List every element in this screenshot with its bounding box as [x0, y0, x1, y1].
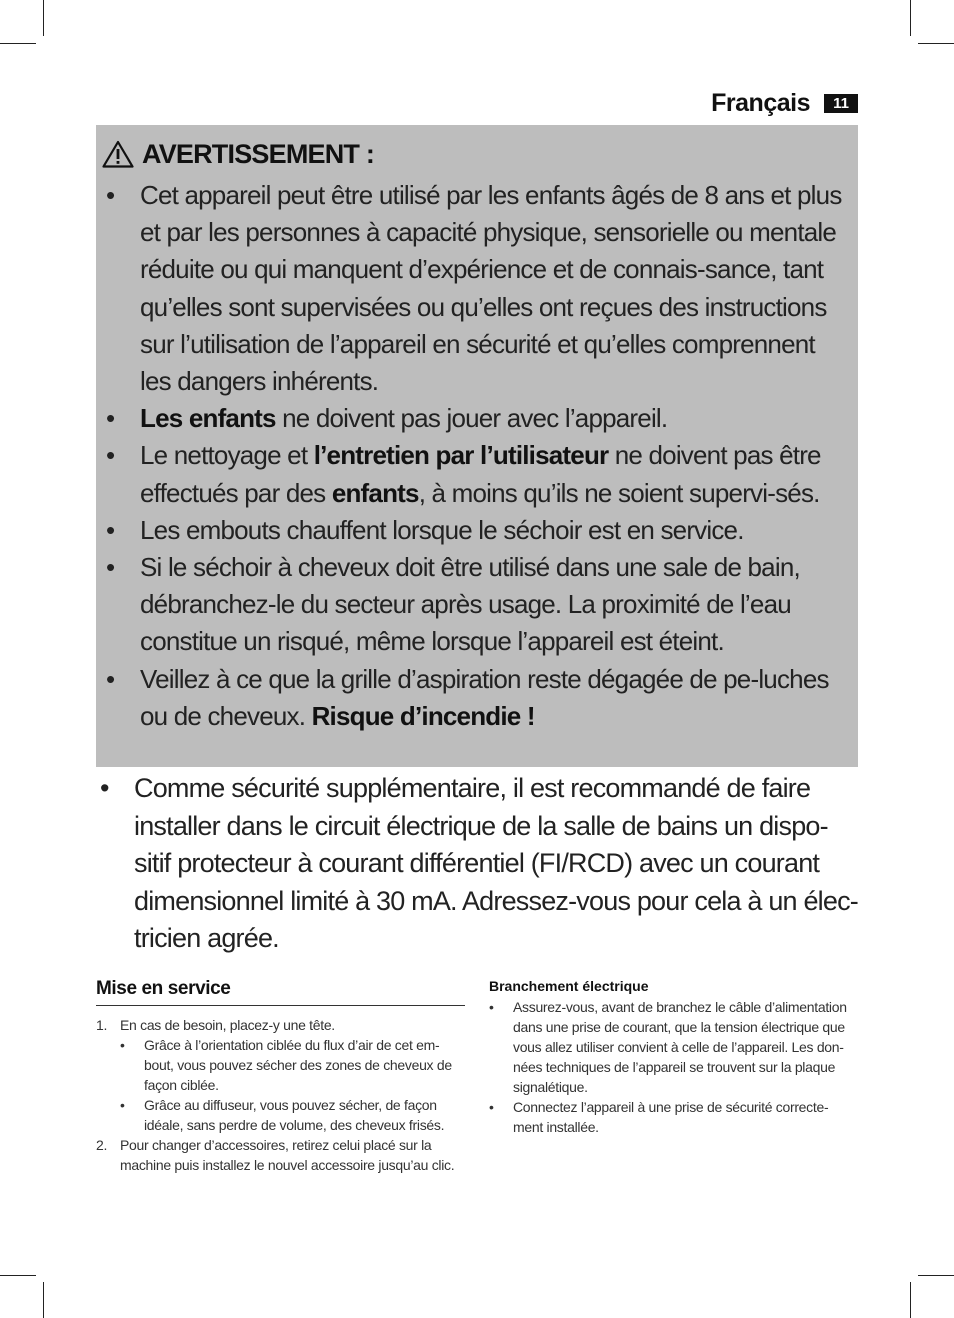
warning-triangle-icon — [102, 140, 134, 168]
warning-item — [102, 177, 848, 400]
warning-title-row — [102, 131, 848, 177]
text-run: Cet appareil peut être utilisé par les enfants âgés de 8 ans et plus et par les personnes à capacité physique, sensorielle ou mentale réduite ou qui manquent d’expérience et de connais-sance, tant qu’elles sont supervisées ou qu’elles ont reçues des instructions sur l’utilisation de l’appareil en sécurité et qu’elles comprennent les dangers inhérents. — [140, 180, 842, 397]
extra-safety-section — [96, 770, 858, 958]
branchement-item — [489, 1097, 857, 1137]
step-text: En cas de besoin, placez-y une tête. — [120, 1017, 335, 1033]
crop-mark — [918, 43, 954, 44]
mise-en-service-steps — [96, 1015, 465, 1175]
step-item — [96, 1135, 465, 1175]
branchement-list — [489, 997, 857, 1137]
bullet-glyph: • — [106, 403, 115, 434]
warning-box — [96, 125, 858, 767]
branchement-item — [489, 997, 857, 1097]
text-run: Le nettoyage et — [140, 440, 314, 471]
mise-en-service-heading: Mise en service — [96, 976, 465, 1006]
warning-title: AVERTISSEMENT : — [142, 138, 375, 169]
bullet-glyph: • — [106, 663, 115, 694]
step-text: Pour changer d’accessoires, retirez celui placé sur la machine puis installez le nouvel accessoire jusqu’au clic. — [120, 1137, 455, 1173]
crop-mark — [910, 0, 911, 36]
sub-item — [120, 1035, 465, 1095]
branchement-item-text: Connectez l’appareil à une prise de sécurité correcte-ment installée. — [513, 1099, 829, 1135]
crop-mark — [43, 0, 44, 36]
sub-item-text: Grâce au diffuseur, vous pouvez sécher, de façon idéale, sans perdre de volume, des cheveux frisés. — [144, 1097, 445, 1133]
bold-text: enfants — [331, 477, 419, 508]
sub-item-text: Grâce à l’orientation ciblée du flux d’air de cet em-bout, vous pouvez sécher des zones de cheveux de façon ciblée. — [144, 1037, 452, 1093]
crop-mark — [0, 43, 36, 44]
extra-safety-list — [96, 770, 858, 958]
bullet-glyph: • — [100, 773, 109, 803]
warning-item — [102, 549, 848, 661]
step-item — [96, 1015, 465, 1135]
crop-mark — [43, 1282, 44, 1318]
warning-item — [102, 661, 848, 735]
language-label: Français — [711, 88, 810, 117]
crop-mark — [910, 1282, 911, 1318]
text-run: Veillez à ce que la grille d’aspiration reste dégagée de pe-luches ou de cheveux. — [140, 663, 829, 731]
text-run: Les embouts chauffent lorsque le séchoir est en service. — [140, 514, 744, 545]
bullet-glyph: • — [489, 999, 494, 1015]
branchement-heading: Branchement électrique — [489, 978, 649, 994]
bullet-glyph: • — [489, 1099, 494, 1115]
page-number: 11 — [824, 94, 858, 113]
text-run: Si le séchoir à cheveux doit être utilisé dans une sale de bain, débranchez-le du secteur après usage. La proximité de l’eau constitue un risqué, même lorsque l’appareil est éteint. — [140, 552, 800, 657]
bullet-glyph: • — [106, 180, 115, 210]
safety-item — [96, 770, 858, 958]
branchement-section — [489, 976, 857, 1137]
warning-list — [102, 177, 848, 735]
bold-text: l’entretien par l’utilisateur — [313, 440, 609, 471]
step-number: 2. — [96, 1137, 108, 1153]
text-run: Comme sécurité supplémentaire, il est recommandé de faire installer dans le circuit électrique de la salle de bains un dispo-sitif protecteur à courant différentiel (FI/RCD) avec un courant dimensionnel limité à 30 mA. Adressez-vous pour cela à un élec-tricien agrée. — [134, 773, 858, 953]
bold-text: Les enfants — [140, 403, 276, 434]
bullet-glyph: • — [106, 514, 115, 545]
bullet-glyph: • — [120, 1037, 125, 1053]
page-header — [711, 86, 858, 120]
branchement-item-text: Assurez-vous, avant de branchez le câble d’alimentation dans une prise de courant, que la tension électrique que vous allez utiliser convient à celle de l’appareil. Les don-nées techniques de l’appareil se trouvent sur la plaque signalétique. — [513, 999, 847, 1095]
bullet-glyph: • — [106, 440, 115, 471]
text-run: ne doivent pas être effectués par des — [140, 440, 821, 508]
warning-item — [102, 437, 848, 511]
crop-mark — [0, 1275, 36, 1276]
bullet-glyph: • — [106, 552, 115, 583]
text-run: ne doivent pas jouer avec l’appareil. — [275, 403, 668, 434]
warning-item — [102, 512, 848, 549]
crop-mark — [918, 1275, 954, 1276]
sub-item — [120, 1095, 465, 1135]
bullet-glyph: • — [120, 1097, 125, 1113]
text-run: , à moins qu’ils ne soient supervi-sés. — [418, 477, 820, 508]
bold-text: Risque d’incendie ! — [311, 700, 535, 731]
warning-item — [102, 400, 848, 437]
step-number: 1. — [96, 1017, 108, 1033]
mise-en-service-section — [96, 976, 465, 1175]
